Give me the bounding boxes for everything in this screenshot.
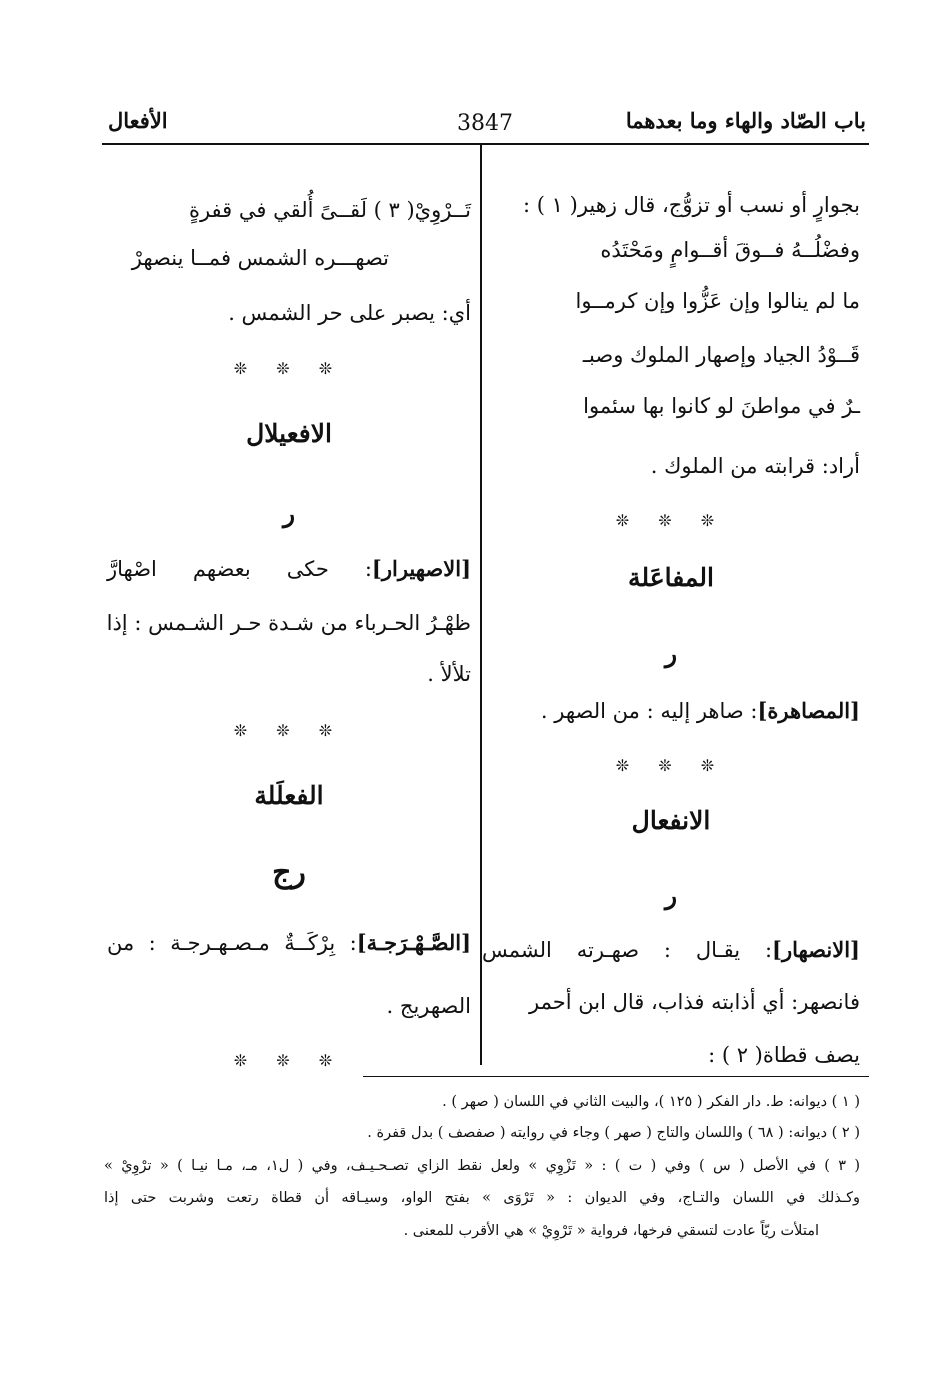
footnote-3-continued: امتلأت ريّاً عادت لتسقي فرخها، فرواية « تَرْوِيْ » هي الأقرب للمعنى . (403, 1223, 819, 1239)
text-line: أراد: قرابته من الملوك . (650, 454, 860, 478)
header-rule (102, 143, 869, 145)
page-number: 3847 (457, 111, 513, 136)
verse-line: ـرٌ في مواطنَ لو كانوا بها سئموا (583, 394, 860, 418)
entry-term: [المصاهرة] (757, 698, 860, 723)
root-letter: ر (664, 881, 678, 910)
footnote-3-continued: وكـذلك في اللسان والتـاج، وفي الديوان : « تَرْوَى » بفتح الواو، وسيـاقه أن قطاة رتعت وشربت حتى إذا (104, 1190, 860, 1206)
section-heading: الانفعال (631, 806, 711, 835)
root-letter: ر (664, 639, 678, 668)
root-letter: ر (282, 499, 296, 528)
entry-term: [الاصهيرار] (371, 556, 471, 581)
footnote-2: ( ٢ ) ديوانه: ( ٦٨ ) واللسان والتاج ( صهر ) وجاء في روايته ( صفصف ) بدل قفرة . (367, 1125, 860, 1141)
running-header-section: الأفعال (108, 108, 168, 133)
section-separator: ❊ ❊ ❊ (233, 359, 345, 378)
root-letters: رج (272, 855, 306, 890)
verse-line: قَــوْدُ الجياد وإصهار الملوك وصبـ (582, 343, 860, 367)
footnote-3: ( ٣ ) في الأصل ( س ) وفي ( ت ) : « تَزْوِي » ولعل نقط الزاي تصـحـيـف، وفي ( ل١، مـ، مـا نيـا ) « ترْوِيْ » (104, 1158, 860, 1174)
text-line: فانصهر: أي أذابته فذاب، قال ابن أحمر (529, 990, 860, 1014)
entry-line (482, 935, 860, 965)
text-line: أي: يصبر على حر الشمس . (228, 301, 471, 325)
section-separator: ❊ ❊ ❊ (233, 721, 345, 740)
entry-line (107, 554, 471, 584)
verse-line: وفضْلُــهُ فــوقَ أقــوامٍ ومَحْتَدُه (600, 238, 860, 262)
entry-term: [الانصهار] (772, 937, 860, 962)
entry-term: [الصَّـهْـرَجـة] (356, 930, 471, 955)
section-heading: الفعلَلة (254, 781, 324, 810)
section-separator: ❊ ❊ ❊ (233, 1051, 345, 1070)
verse-line: تَــرْوِيْ( ٣ ) لَقــىً أُلقي في قفرةٍ (188, 198, 471, 222)
section-separator: ❊ ❊ ❊ (615, 756, 727, 775)
section-heading: المفاعَلة (628, 563, 714, 592)
text-line: يصف قطاة( ٢ ) : (708, 1043, 860, 1067)
entry-definition: : بِرْكَــةٌ مـصـهـرجـة : من (107, 931, 357, 955)
text-line: الصهريج . (386, 994, 471, 1018)
column-divider (480, 145, 482, 1065)
text-line: تلألأ . (427, 662, 471, 686)
running-header-chapter: باب الصّاد والهاء وما بعدهما (625, 108, 866, 133)
verse-line: تصهـــره الشمس فمــا ينصهرْ (131, 246, 389, 270)
section-heading: الافعيلال (246, 419, 332, 448)
entry-line (482, 696, 860, 726)
entry-definition: : حكى بعضهم اصْهارَّ (107, 557, 372, 581)
footnote-rule (363, 1076, 869, 1077)
entry-definition: : يقـال : صهـرته الشمس (482, 938, 773, 962)
footnote-1: ( ١ ) ديوانه: ط. دار الفكر ( ١٢٥ )، والبيت الثاني في اللسان ( صهر ) . (442, 1094, 860, 1110)
text-line: بجوارٍ أو نسب أو تزوُّج، قال زهير( ١ ) : (523, 193, 860, 217)
verse-line: ما لم ينالوا وإن عَزُّوا وإن كرمــوا (575, 289, 860, 313)
entry-line (107, 928, 471, 958)
section-separator: ❊ ❊ ❊ (615, 511, 727, 530)
entry-definition: : صاهر إليه : من الصهر . (540, 699, 758, 723)
text-line: ظهْـرُ الحـرباء من شـدة حـر الشـمس : إذا (106, 611, 471, 635)
